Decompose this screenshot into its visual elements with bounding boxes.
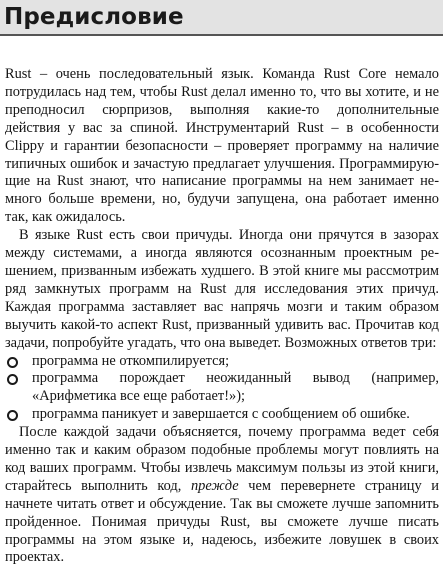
paragraph-explanation-end: чем перевернете страницу и начнете читать ответ и обсуждение. Так вы сможете лучше запомнить пройденное. Понимая причуды Rust, вы сможете лучше писать программы на этом языке и, надеюсь, избежите ловушек в своих проектах. — [5, 477, 439, 566]
list-item — [5, 370, 439, 406]
answer-options-list — [5, 353, 439, 425]
paragraph-intro: Rust – очень последовательный язык. Команда Rust Core немало потрудилась над тем, чтобы Rust делал именно то, что вы хотите, и не преподносил сюрпризов, выполняя какие-то дополнительные действия у вас за спиной. Инструментарий Rust – в особенности Clippy и гарантии безопасности – проверяет программу на наличие типичных ошибок и зачастую предлагает улучшения. Программирующие на Rust знают, что написание программы на нем занимает немного больше времени, но, будучи запущена, она работает именно так, как ожидалось. — [5, 66, 439, 226]
body-text — [5, 66, 439, 567]
paragraph-quirks: В языке Rust есть свои причуды. Иногда они прячутся в зазорах между системами, а иногда являются осознанным проектным решением, призванным избежать худшего. В этой книге мы рассмотрим ряд замкнутых программ на Rust для исследования этих причуд. Каждая программа заставляет вас напрячь мозги и таким образом выучить какой-то аспект Rust, призванный удивить вас. Прочитав код задачи, попробуйте угадать, что она выведет. Возможных ответов три: — [5, 227, 439, 351]
paragraph-explanation — [5, 424, 439, 567]
list-item-text: программа порождает неожиданный вывод (например, «Арифметика все еще работает!»); — [32, 370, 439, 405]
circle-bullet-icon — [7, 374, 18, 385]
circle-bullet-icon — [7, 357, 18, 368]
circle-bullet-icon — [7, 410, 18, 421]
list-item — [5, 406, 439, 424]
list-item — [5, 353, 439, 371]
list-item-text: программа не откомпилируется; — [32, 352, 230, 369]
page-title: Предисловие — [4, 4, 184, 30]
header-divider — [0, 34, 443, 36]
emphasis-before: прежде — [190, 477, 239, 494]
paragraph-explanation-start: После каждой задачи объясняется, почему программа ведет себя именно так и каким образом подобные проблемы могут повлиять на код ваших программ. Чтобы извлечь максимум пользы из этой книги, старайтесь выполнить код, — [5, 424, 439, 494]
header-bar — [0, 0, 443, 34]
list-item-text: программа паникует и завершается с сообщением об ошибке. — [32, 406, 410, 423]
